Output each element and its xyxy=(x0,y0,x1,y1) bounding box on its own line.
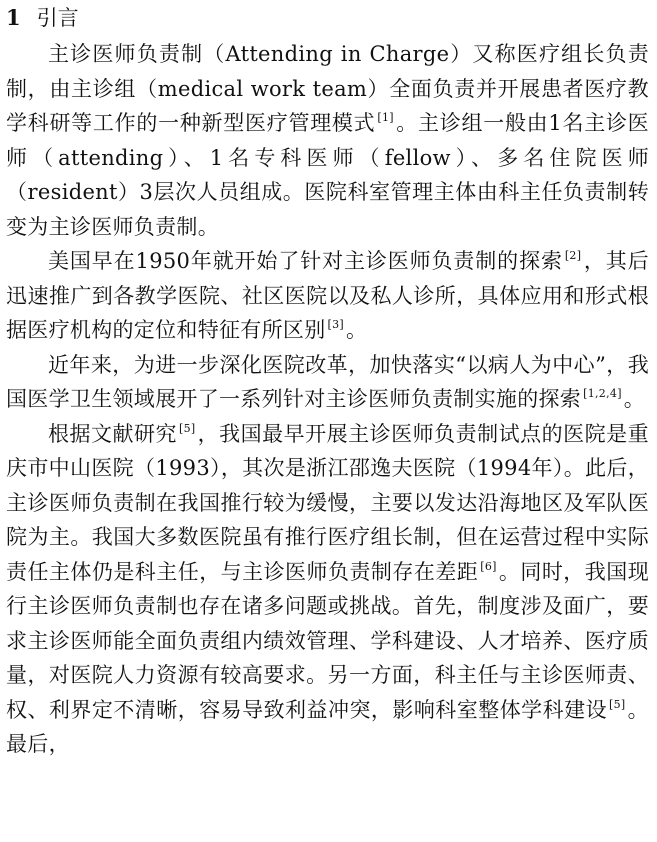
text-run: ，我国最早开展主诊医师负责制试点的医院是重庆市中山医院（1993），其次是浙江邵逸夫医院（1994年）。此后，主诊医师负责制在我国推行较为缓慢，主要以发达沿海地区及军队医院为主。我国大多数医院虽有推行医疗组长制，但在运营过程中实际责任主体仍是科主任，与主诊医师负责制存在差距 xyxy=(6,421,649,584)
text-run: 美国早在1950年就开始了针对主诊医师负责制的探索 xyxy=(48,249,563,273)
section-number: 1 xyxy=(6,5,21,30)
section-heading xyxy=(6,3,649,33)
text-run: 。同时，我国现行主诊医师负责制也存在诸多问题或挑战。首先，制度涉及面广，要求主诊医师能全面负责组内绩效管理、学科建设、人才培养、医疗质量，对医院人力资源有较高要求。另一方面，科主任与主诊医师责、权、利界定不清晰，容易导致利益冲突，影响科室整体学科建设 xyxy=(6,559,649,722)
text-run: 主诊医师负责制（Attending in Charge）又称医疗组长负责制，由主诊组（medical work team）全面负责并开展患者医疗教学科研等工作的一种新型医疗管理模式 xyxy=(6,42,649,135)
section-title: 引言 xyxy=(36,6,79,30)
text-run: 。主诊组一般由1名主诊医师（attending）、1名专科医师（fellow）、多名住院医师（resident）3层次人员组成。医院科室管理主体由科主任负责制转变为主诊医师负责制。 xyxy=(6,111,649,239)
paragraph xyxy=(6,37,649,244)
paragraph xyxy=(6,348,649,417)
document-page xyxy=(6,3,649,762)
citation-ref: [1] xyxy=(377,111,394,124)
text-run: 。 xyxy=(345,318,368,342)
citation-ref: [3] xyxy=(327,318,344,331)
citation-ref: [5] xyxy=(609,697,626,711)
citation-ref: [5] xyxy=(179,421,196,435)
paragraph xyxy=(6,417,649,762)
text-run: 。 xyxy=(623,387,646,411)
text-run: ，其后迅速推广到各教学医院、社区医院以及私人诊所，具体应用和形式根据医疗机构的定位和特征有所区别 xyxy=(6,249,649,342)
paragraph xyxy=(6,244,649,348)
citation-ref: [6] xyxy=(480,559,497,573)
text-run: 根据文献研究 xyxy=(48,421,177,446)
citation-ref: [2] xyxy=(564,249,582,262)
text-run: 近年来，为进一步深化医院改革，加快落实“以病人为中心”，我国医学卫生领域展开了一系列针对主诊医师负责制实施的探索 xyxy=(6,352,649,411)
text-run: 。最后， xyxy=(6,697,649,756)
citation-ref: [1,2,4] xyxy=(583,387,622,400)
